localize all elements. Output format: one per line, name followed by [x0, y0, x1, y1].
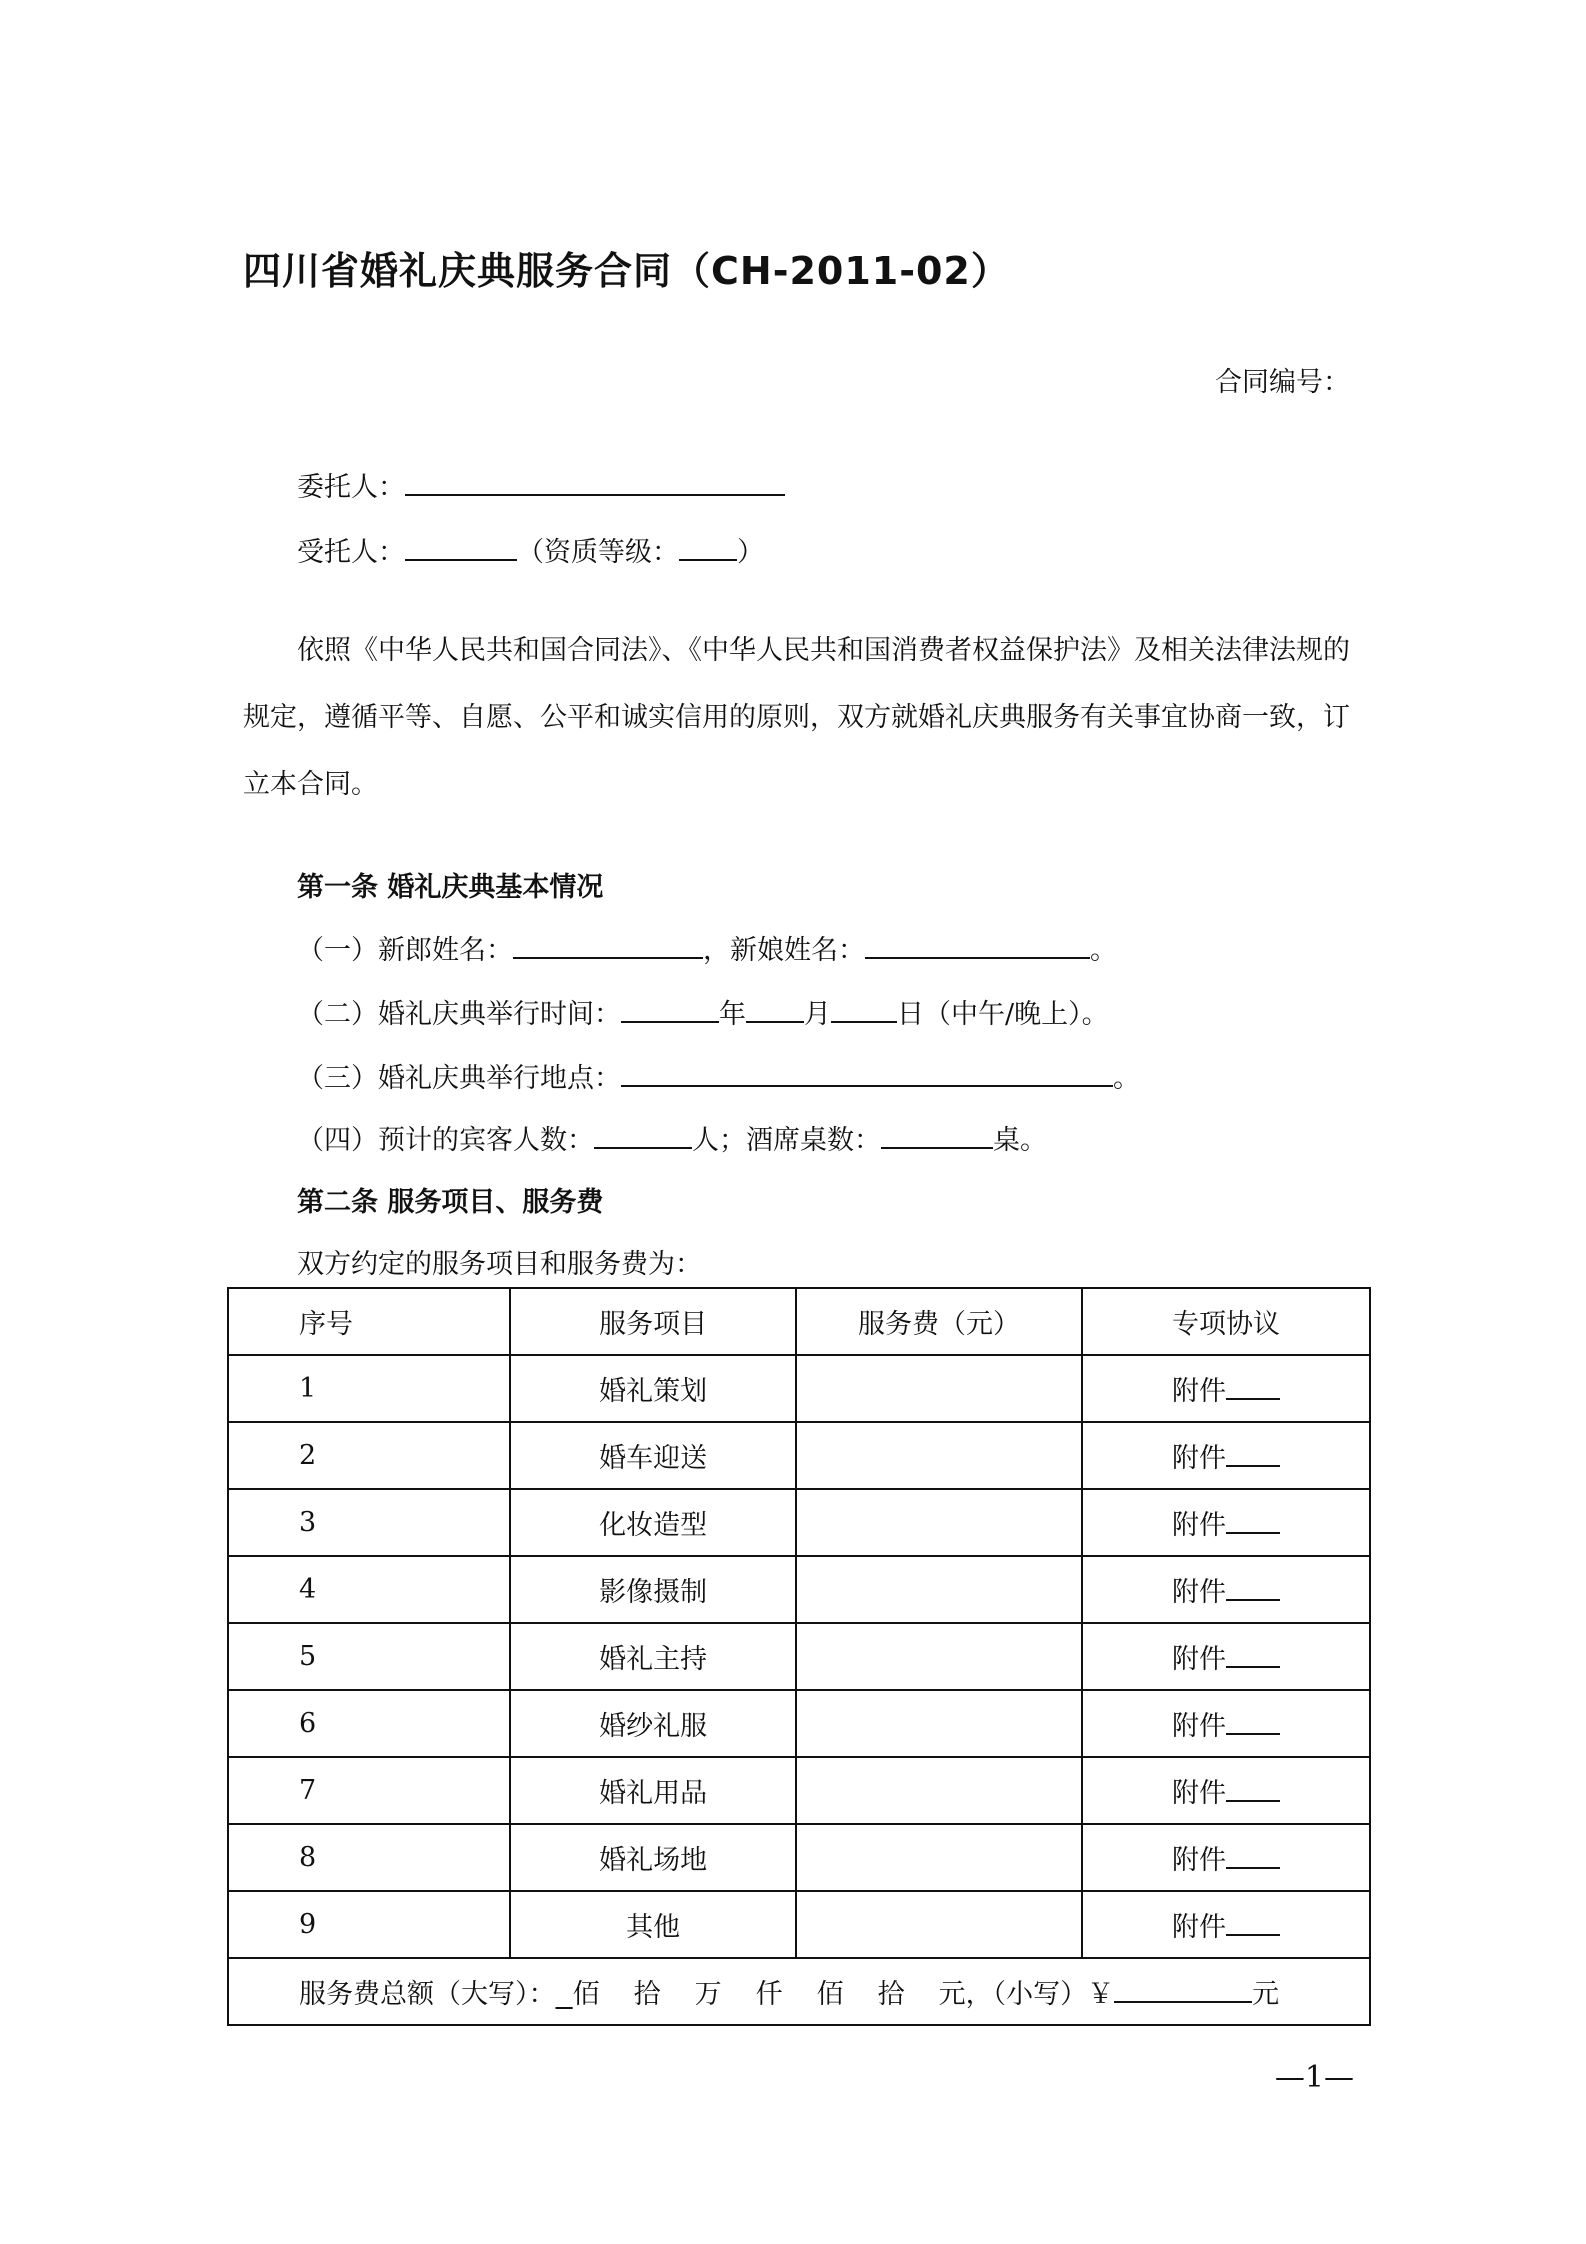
row-no: 2 [228, 1422, 510, 1489]
table-total-row [228, 1958, 1370, 2025]
total-amount-words-field[interactable] [556, 1979, 966, 2010]
table-count-label: 人；酒席桌数： [692, 1125, 881, 1156]
attachment-field[interactable] [1226, 1778, 1280, 1802]
row-fee[interactable] [796, 1690, 1082, 1757]
client-label: 委托人： [297, 472, 405, 503]
header-no: 序号 [228, 1288, 510, 1355]
row-fee[interactable] [796, 1422, 1082, 1489]
table-row [228, 1489, 1370, 1556]
row-item: 婚礼场地 [510, 1824, 796, 1891]
article1-item4 [297, 1118, 1047, 1157]
attachment-label: 附件 [1172, 1376, 1227, 1407]
unit-shi: 拾 [877, 1979, 905, 2010]
article2-intro: 双方约定的服务项目和服务费为： [297, 1249, 702, 1280]
unit-qian: 仟 [755, 1979, 783, 2010]
row-no: 4 [228, 1556, 510, 1623]
attachment-label: 附件 [1172, 1644, 1227, 1675]
row-attachment [1082, 1623, 1370, 1690]
unit-bai: 佰 [572, 1979, 600, 2010]
row-item: 婚纱礼服 [510, 1690, 796, 1757]
row-no: 1 [228, 1355, 510, 1422]
row-item: 化妆造型 [510, 1489, 796, 1556]
page-title: 四川省婚礼庆典服务合同（CH-2011-02） [243, 249, 1010, 293]
attachment-field[interactable] [1226, 1577, 1280, 1601]
row-attachment [1082, 1355, 1370, 1422]
attachment-label: 附件 [1172, 1443, 1227, 1474]
table-row [228, 1891, 1370, 1958]
row-attachment [1082, 1489, 1370, 1556]
row-no: 9 [228, 1891, 510, 1958]
row-attachment [1082, 1422, 1370, 1489]
attachment-label: 附件 [1172, 1510, 1227, 1541]
unit-bai: 佰 [816, 1979, 844, 2010]
attachment-label: 附件 [1172, 1577, 1227, 1608]
unit-shi: 拾 [633, 1979, 661, 2010]
table-row [228, 1690, 1370, 1757]
year-label: 年 [719, 999, 746, 1030]
guest-count-field[interactable] [594, 1123, 692, 1149]
client-field[interactable] [405, 470, 785, 496]
row-no: 7 [228, 1757, 510, 1824]
row-attachment [1082, 1757, 1370, 1824]
attachment-field[interactable] [1226, 1510, 1280, 1534]
article1-item1 [297, 928, 1117, 967]
header-fee: 服务费（元） [796, 1288, 1082, 1355]
bride-name-label: ，新娘姓名： [703, 935, 865, 966]
agent-field[interactable] [405, 535, 517, 561]
attachment-field[interactable] [1226, 1376, 1280, 1400]
row-item: 婚礼策划 [510, 1355, 796, 1422]
groom-name-field[interactable] [513, 933, 703, 959]
row-attachment [1082, 1556, 1370, 1623]
article1-item2 [297, 992, 1109, 1031]
header-item: 服务项目 [510, 1288, 796, 1355]
article1-item3 [297, 1056, 1140, 1095]
table-header-row [228, 1288, 1370, 1355]
contract-number-label: 合同编号： [1215, 367, 1350, 398]
page-number: —1— [1274, 2060, 1354, 2095]
day-field[interactable] [831, 997, 897, 1023]
total-small-label: ，（小写）￥ [965, 1979, 1115, 2010]
attachment-label: 附件 [1172, 1845, 1227, 1876]
attachment-field[interactable] [1226, 1443, 1280, 1467]
row-attachment [1082, 1891, 1370, 1958]
service-table [227, 1287, 1371, 2026]
total-label: 服务费总额（大写）： [299, 1979, 556, 2010]
table-row [228, 1556, 1370, 1623]
item4-end: 桌。 [993, 1125, 1047, 1156]
agent-qual-close: ） [737, 537, 764, 568]
row-item: 婚礼主持 [510, 1623, 796, 1690]
table-row [228, 1757, 1370, 1824]
preamble: 依照《中华人民共和国合同法》、《中华人民共和国消费者权益保护法》及相关法律法规的规定，遵循平等、自愿、公平和诚实信用的原则，双方就婚礼庆典服务有关事宜协商一致，订立本合同。 [243, 635, 1350, 800]
unit-yuan: 元 [938, 1979, 966, 2010]
row-fee[interactable] [796, 1891, 1082, 1958]
month-field[interactable] [746, 997, 804, 1023]
client-line [297, 465, 785, 504]
guest-count-label: （四）预计的宾客人数： [297, 1125, 594, 1156]
row-item: 其他 [510, 1891, 796, 1958]
attachment-label: 附件 [1172, 1778, 1227, 1809]
agent-label: 受托人： [297, 537, 405, 568]
table-row [228, 1824, 1370, 1891]
venue-label: （三）婚礼庆典举行地点： [297, 1063, 621, 1094]
row-item: 影像摄制 [510, 1556, 796, 1623]
row-item: 婚车迎送 [510, 1422, 796, 1489]
item1-end: 。 [1090, 935, 1117, 966]
row-no: 8 [228, 1824, 510, 1891]
table-row [228, 1623, 1370, 1690]
month-label: 月 [804, 999, 831, 1030]
row-fee[interactable] [796, 1757, 1082, 1824]
table-count-field[interactable] [881, 1123, 993, 1149]
attachment-field[interactable] [1226, 1644, 1280, 1668]
row-fee[interactable] [796, 1623, 1082, 1690]
row-no: 5 [228, 1623, 510, 1690]
row-fee[interactable] [796, 1556, 1082, 1623]
header-attachment: 专项协议 [1082, 1288, 1370, 1355]
day-label: 日（中午/晚上）。 [897, 999, 1109, 1030]
attachment-field[interactable] [1226, 1711, 1280, 1735]
article2-heading: 第二条 服务项目、服务费 [297, 1187, 604, 1218]
row-fee[interactable] [796, 1355, 1082, 1422]
attachment-label: 附件 [1172, 1711, 1227, 1742]
agent-qual-open: （资质等级： [517, 537, 679, 568]
bride-name-field[interactable] [865, 933, 1090, 959]
venue-field[interactable] [621, 1061, 1113, 1087]
table-row [228, 1355, 1370, 1422]
row-no: 6 [228, 1690, 510, 1757]
row-fee[interactable] [796, 1489, 1082, 1556]
groom-name-label: （一）新郎姓名： [297, 935, 513, 966]
table-row [228, 1422, 1370, 1489]
total-small-suffix: 元 [1252, 1979, 1280, 2010]
row-item: 婚礼用品 [510, 1757, 796, 1824]
time-label: （二）婚礼庆典举行时间： [297, 999, 621, 1030]
total-cell [228, 1958, 1370, 2025]
row-fee[interactable] [796, 1824, 1082, 1891]
row-attachment [1082, 1824, 1370, 1891]
item3-end: 。 [1113, 1063, 1140, 1094]
article1-heading: 第一条 婚礼庆典基本情况 [297, 872, 604, 903]
attachment-label: 附件 [1172, 1912, 1227, 1943]
unit-wan: 万 [694, 1979, 722, 2010]
agent-line [297, 530, 764, 569]
row-attachment [1082, 1690, 1370, 1757]
agent-qual-field[interactable] [679, 535, 737, 561]
year-field[interactable] [621, 997, 719, 1023]
row-no: 3 [228, 1489, 510, 1556]
attachment-field[interactable] [1226, 1845, 1280, 1869]
attachment-field[interactable] [1226, 1912, 1280, 1936]
total-amount-figures-field[interactable] [1114, 1977, 1252, 2003]
